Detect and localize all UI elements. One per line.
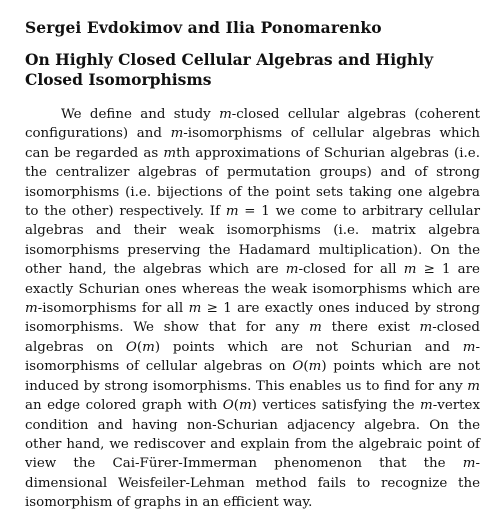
math-variable: O — [125, 339, 137, 355]
math-variable: m — [225, 204, 239, 220]
abstract-text: -isomorphisms of cellular algebras on — [25, 339, 481, 375]
abstract-text: -isomorphisms of cellular algebras which can be regarded as — [25, 126, 480, 161]
math-variable: O — [222, 398, 234, 414]
math-variable: m — [462, 339, 476, 355]
abstract-text: ( — [303, 359, 309, 375]
abstract-text: -closed for all — [298, 262, 404, 278]
abstract-text: -vertex condition and having non-Schurian adjacency algebra. On the other hand, we rediscover and explain from the algebraic point of view the Cai-Fürer-Immerman phenomenon that the — [25, 398, 481, 472]
abstract-text: ) points which are not induced by strong isomorphisms. This enables us to find for any — [25, 359, 481, 394]
math-variable: m — [238, 398, 252, 414]
abstract-text: = 1 we come to arbitrary cellular algebras and their weak isomorphisms (i.e. matrix algebra isomorphisms preserving the Hadamard multiplication). On the other hand, the algebras which are — [25, 204, 480, 278]
abstract-text: -closed cellular algebras (coherent configurations) and — [25, 107, 481, 142]
abstract-paragraph — [25, 105, 480, 513]
math-variable: m — [142, 339, 155, 355]
math-variable: m — [420, 398, 433, 414]
math-variable: O — [292, 359, 304, 375]
math-variable: m — [219, 107, 232, 122]
abstract-text: -closed algebras on — [25, 320, 480, 355]
abstract-text: ≥ 1 are exactly Schurian ones whereas the weak isomorphisms which are — [25, 262, 480, 297]
math-variable: m — [163, 145, 177, 161]
math-variable: m — [188, 301, 202, 317]
abstract-text: -dimensional Weisfeiler-Lehman method fails to recognize the isomorphism of graphs in an efficient way. — [25, 456, 480, 511]
abstract-text: ) vertices satisfying the — [251, 398, 421, 414]
math-variable: m — [419, 320, 433, 336]
math-variable: m — [403, 262, 417, 278]
abstract-text: -isomorphisms for all — [37, 301, 189, 317]
math-variable: m — [285, 262, 299, 278]
paper-page — [25, 18, 480, 513]
abstract-text: an edge colored graph with — [25, 398, 223, 414]
abstract-text: We define and study — [61, 107, 220, 122]
math-variable: m — [170, 126, 184, 142]
abstract-text: ( — [136, 339, 143, 355]
math-variable: m — [309, 320, 322, 336]
paper-title: On Highly Closed Cellular Algebras and Highly Closed Isomorphisms — [25, 50, 434, 89]
math-variable: m — [308, 359, 322, 375]
abstract-text: there exist — [321, 320, 420, 336]
abstract-text: ( — [233, 398, 239, 414]
math-variable: m — [467, 378, 480, 394]
author-line: Sergei Evdokimov and Ilia Ponomarenko — [25, 18, 382, 37]
abstract-text: ) points which are not Schurian and — [154, 339, 463, 355]
math-variable: m — [462, 456, 476, 472]
abstract-text: ≥ 1 are exactly ones induced by strong isomorphisms. We show that for any — [25, 301, 481, 336]
abstract-text: th approximations of Schurian algebras (i.e. the centralizer algebras of permutation groups) and of strong isomorphisms (i.e. bijections of the point sets taking one algebra to the other) respectively. If — [25, 145, 480, 220]
math-variable: m — [25, 301, 38, 317]
